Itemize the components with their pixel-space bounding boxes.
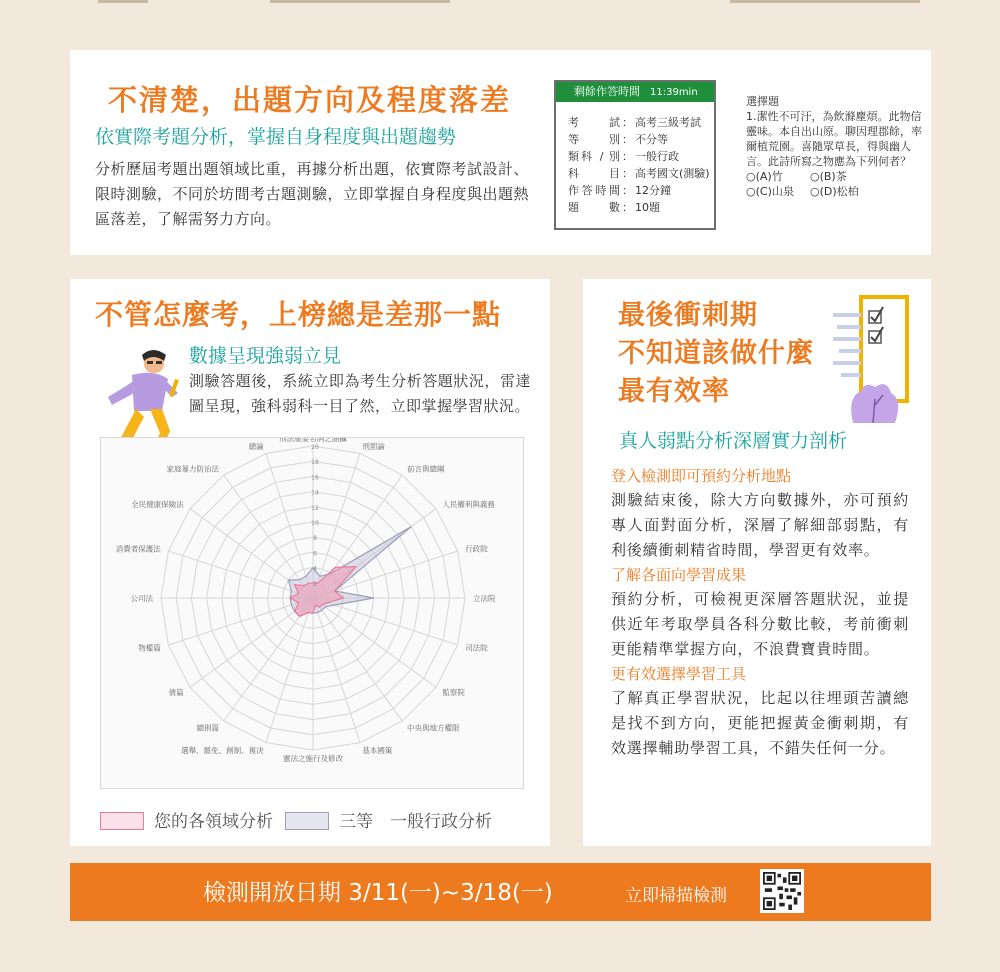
detail-body-3: 了解真正學習狀況，比起以往埋頭苦讀總是找不到方向，更能把握黃金衝刺期，有效選擇輔助學習工具，不錯失任何一分。 [611, 689, 909, 757]
radar-axis-label: 刑法重要名詞之涵攝 [279, 438, 347, 443]
radar-axis-label: 人民權利與義務 [442, 500, 495, 509]
radar-axis-label: 消費者保護法 [115, 544, 161, 554]
section3-title-line1: 最後衝刺期 [618, 300, 758, 331]
exam-info-colon: ： [622, 184, 633, 197]
radar-axis-label: 立法院 [473, 594, 496, 603]
radar-axis-label: 中央與地方權限 [407, 723, 460, 733]
radar-tick-label: 18 [311, 459, 319, 467]
section2-title: 不管怎麼考，上榜總是差那一點 [95, 298, 502, 331]
exam-info-value: 高考國文(測驗) [635, 167, 710, 180]
card-question-analysis [70, 50, 931, 255]
exam-info-value: 一般行政 [635, 150, 679, 163]
exam-info-key: 等 別 [568, 133, 620, 146]
exam-info-key: 題 數 [568, 201, 620, 214]
radar-tick-label: 16 [311, 474, 319, 482]
exam-info-panel [554, 80, 716, 230]
top-decoration [0, 0, 1000, 8]
radar-axis-label: 選舉、罷免、創制、複決 [181, 746, 264, 756]
legend-swatch-avg [285, 812, 329, 830]
radar-tick-label: 12 [311, 504, 319, 512]
radar-axis-label: 刑罰論 [362, 441, 385, 451]
exam-info-key: 考 試 [568, 116, 620, 129]
section3-title [618, 297, 814, 411]
radar-axis-label: 全民健康保險法 [131, 500, 184, 509]
sample-question [746, 94, 926, 199]
section3-title-line2: 不知道該做什麼 [618, 338, 814, 369]
radar-tick-label: 10 [311, 520, 319, 527]
radar-axis-label: 債篇 [168, 688, 184, 697]
footer-banner [70, 863, 931, 921]
radar-chart [101, 438, 525, 790]
question-type: 選擇題 [746, 95, 779, 108]
exam-info-colon: ： [622, 116, 633, 129]
exam-info-row [568, 131, 714, 148]
radar-legend [100, 807, 492, 832]
timer-value: 11:39min [650, 87, 698, 98]
radar-tick-label: 4 [313, 565, 317, 573]
radar-axis-label: 基本國策 [362, 746, 393, 756]
exam-info-colon: ： [622, 167, 633, 180]
legend-label-avg: 三等 一般行政分析 [339, 812, 492, 832]
option-a[interactable]: ○(A)竹 [746, 170, 783, 183]
exam-info-row [568, 182, 714, 199]
detail-body-2: 預約分析，可檢視更深層答題狀況，並提供近年考取學員各科分數比較，考前衝刺更能精準掌握方向，不浪費寶貴時間。 [611, 590, 909, 658]
exam-info-key: 作答時間 [568, 184, 620, 197]
qr-code-icon[interactable] [760, 869, 804, 913]
radar-tick-label: 2 [313, 580, 317, 588]
radar-axis-label: 物權篇 [138, 643, 161, 653]
exam-timer-bar [556, 82, 714, 102]
radar-axis-label: 家庭暴力防治法 [166, 464, 219, 474]
exam-info-value: 不分等 [635, 133, 668, 146]
radar-axis-label: 總則篇 [196, 723, 219, 733]
remaining-time-label: 剩餘作答時間 [574, 85, 640, 98]
card-final-sprint [583, 279, 931, 846]
exam-info-colon: ： [622, 201, 633, 214]
section3-details [611, 465, 909, 762]
exam-info-rows [556, 102, 714, 216]
section2-body: 測驗答題後，系統立即為考生分析答題狀況，雷達圖呈現，強科弱科一目了然，立即掌握學習狀況。 [189, 372, 531, 415]
option-c[interactable]: ○(C)山泉 [746, 185, 794, 198]
exam-info-row [568, 114, 714, 131]
exam-info-value: 高考三級考試 [635, 116, 701, 129]
section1-subtitle: 依實際考題分析，掌握自身程度與出題趨勢 [95, 126, 457, 148]
card-radar-analysis [70, 279, 550, 846]
question-stem: 1.潔性不可汙，為飲滌塵煩。此物信靈味。本自出山原。聊因理郡餘，率爾植荒園。喜隨眾草長，得與幽人言。此詩所寫之物應為下列何者？ [746, 110, 922, 168]
detail-heading-2: 了解各面向學習成果 [611, 566, 747, 584]
question-options [746, 169, 926, 199]
section1-body: 分析歷屆考題出題領域比重，再據分析出題，依實際考試設計、限時測驗，不同於坊間考古題測驗，立即掌握自身程度與出題熱區落差，了解需努力方向。 [95, 160, 530, 228]
section3-subtitle: 真人弱點分析深層實力剖析 [619, 430, 848, 452]
exam-info-colon: ： [622, 150, 633, 163]
exam-info-colon: ： [622, 133, 633, 146]
scan-cta-label[interactable]: 立即掃描檢測 [625, 886, 727, 906]
exam-info-row [568, 148, 714, 165]
radar-axis-label: 行政院 [465, 544, 488, 554]
radar-tick-label: 14 [311, 489, 319, 497]
exam-info-value: 12分鐘 [635, 184, 671, 197]
section2-subtitle: 數據呈現強弱立見 [189, 345, 342, 367]
radar-axis-label: 公司法 [130, 594, 153, 603]
legend-swatch-mine [100, 812, 144, 830]
checklist-illustration [831, 295, 911, 425]
footer-dates: 檢測開放日期 3/11(一)~3/18(一) [203, 880, 553, 906]
option-d[interactable]: ○(D)松柏 [810, 185, 859, 198]
radar-axis-label: 司法院 [465, 643, 488, 653]
radar-axis-label: 監察院 [442, 688, 465, 697]
detail-heading-3: 更有效選擇學習工具 [611, 665, 747, 683]
option-b[interactable]: ○(B)茶 [810, 170, 847, 183]
detail-heading-1: 登入檢測即可預約分析地點 [611, 467, 792, 485]
radar-chart-frame [100, 437, 524, 789]
exam-info-key: 類科 / 別 [568, 150, 620, 163]
exam-info-key: 科 目 [568, 167, 620, 180]
section1-title: 不清楚，出題方向及程度落差 [108, 83, 512, 117]
radar-tick-label: 8 [313, 535, 317, 543]
detail-body-1: 測驗結束後，除大方向數據外，亦可預約專人面對面分析，深層了解細部弱點，有利後續衝刺精省時間，學習更有效率。 [611, 491, 909, 559]
exam-info-row [568, 199, 714, 216]
radar-axis-label: 前言與總綱 [407, 464, 445, 474]
exam-info-value: 10題 [635, 201, 660, 214]
radar-axis-label: 總論 [248, 441, 264, 451]
legend-label-mine: 您的各領域分析 [154, 812, 273, 832]
section3-title-line3: 最有效率 [618, 376, 730, 407]
radar-tick-label: 20 [311, 444, 319, 451]
radar-tick-label: 6 [313, 550, 317, 558]
radar-axis-label: 憲法之施行及修改 [283, 754, 343, 763]
exam-info-row [568, 165, 714, 182]
